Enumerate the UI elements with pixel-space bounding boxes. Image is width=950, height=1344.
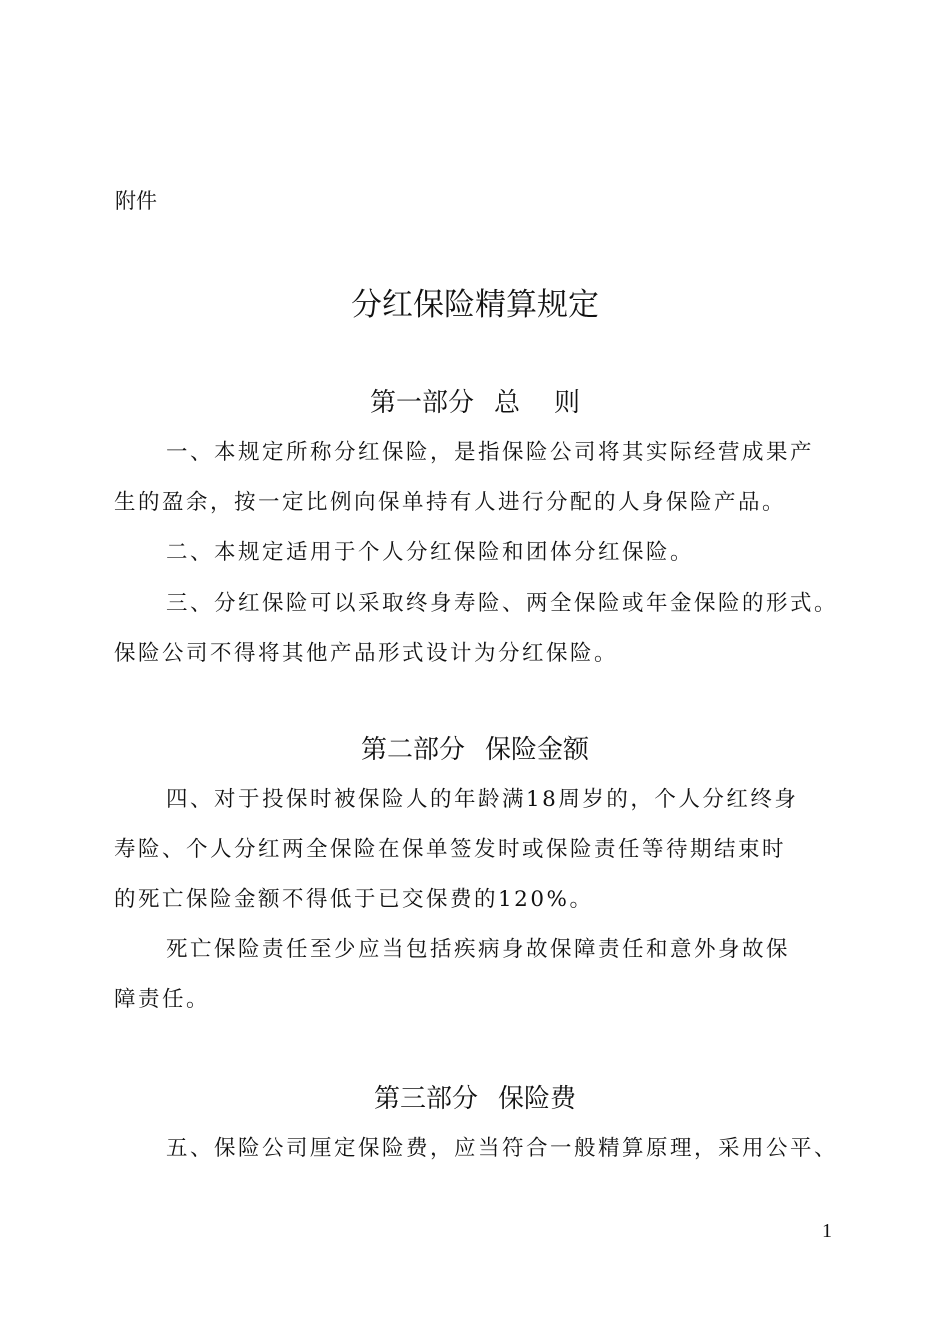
part-1-title-char-2: 则 [554, 388, 581, 418]
part-1-title-char-1: 总 [493, 388, 520, 418]
page-number: 1 [822, 1220, 832, 1242]
part-1-heading [0, 385, 950, 421]
paragraph-line: 保险公司不得将其他产品形式设计为分红保险。 [114, 641, 619, 666]
part-3-title: 保险费 [498, 1084, 577, 1114]
attachment-label: 附件 [115, 189, 157, 213]
paragraph-line: 障责任。 [114, 987, 211, 1012]
paragraph-line: 死亡保险责任至少应当包括疾病身故保障责任和意外身故保 [166, 937, 791, 962]
paragraph-line: 三、分红保险可以采取终身寿险、两全保险或年金保险的形式。 [166, 591, 839, 616]
paragraph-5 [114, 925, 839, 1025]
part-1-number: 第一部分 [369, 388, 474, 418]
part-2-heading [0, 732, 950, 768]
paragraph-6 [114, 1124, 839, 1174]
paragraph-3 [114, 579, 839, 679]
part-2-number: 第二部分 [360, 735, 465, 765]
paragraph-line: 生的盈余，按一定比例向保单持有人进行分配的人身保险产品。 [114, 490, 787, 515]
paragraph-4 [114, 775, 839, 925]
part-3-number: 第三部分 [373, 1084, 478, 1114]
part-3-heading [0, 1081, 950, 1117]
paragraph-line: 的死亡保险金额不得低于已交保费的120%。 [114, 887, 594, 912]
paragraph-line: 五、保险公司厘定保险费，应当符合一般精算原理，采用公平、 [166, 1136, 839, 1161]
document-title: 分红保险精算规定 [351, 287, 599, 323]
paragraph-line: 二、本规定适用于个人分红保险和团体分红保险。 [166, 540, 695, 565]
part-2-title: 保险金额 [485, 735, 590, 765]
paragraph-line: 四、对于投保时被保险人的年龄满18周岁的，个人分红终身 [166, 787, 799, 812]
paragraph-line: 一、本规定所称分红保险，是指保险公司将其实际经营成果产 [166, 440, 815, 465]
paragraph-1 [114, 428, 839, 528]
paragraph-2 [114, 528, 839, 578]
paragraph-line: 寿险、个人分红两全保险在保单签发时或保险责任等待期结束时 [114, 837, 787, 862]
